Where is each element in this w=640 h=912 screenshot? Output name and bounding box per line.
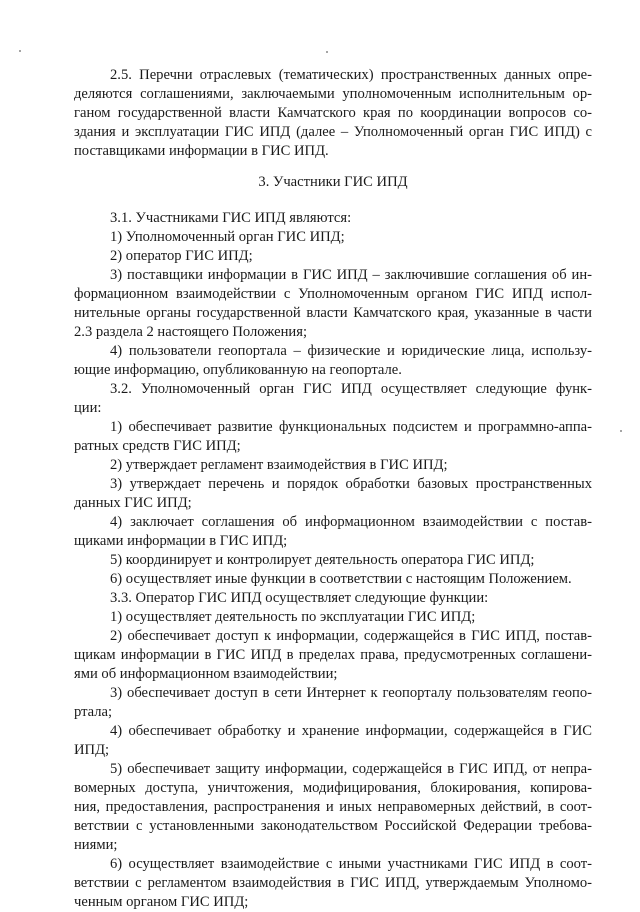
text-line: нительные органы государственной власти Камчатского края, указанные в части — [74, 305, 592, 321]
text-line: формационном взаимодействии с Уполномоченным органом ГИС ИПД испол- — [74, 286, 592, 302]
text-line: 1) Уполномоченный орган ГИС ИПД; — [110, 229, 345, 245]
text-line: 6) осуществляет взаимодействие с иными участниками ГИС ИПД в соот- — [110, 856, 592, 872]
text-line: 3.2. Уполномоченный орган ГИС ИПД осуществляет следующие функ- — [110, 381, 592, 397]
text-line: 1) осуществляет деятельность по эксплуатации ГИС ИПД; — [110, 609, 476, 625]
text-line: ветствии с установленными законодательством Российской Федерации требова- — [74, 818, 592, 834]
text-line: 3) утверждает перечень и порядок обработки базовых пространственных — [110, 476, 592, 492]
text-line: 5) координирует и контролирует деятельность оператора ГИС ИПД; — [110, 552, 535, 568]
text-line: ганом государственной власти Камчатского края по координации вопросов со- — [74, 105, 592, 121]
text-line: ИПД; — [74, 742, 110, 758]
text-line: 6) осуществляет иные функции в соответствии с настоящим Положением. — [110, 571, 572, 587]
text-line: щикам информации в ГИС ИПД в пределах права, предусмотренных соглашени- — [74, 647, 592, 663]
text-line: 3) поставщики информации в ГИС ИПД – заключившие соглашения об ин- — [110, 267, 592, 283]
text-line: 4) заключает соглашения об информационном взаимодействии с постав- — [110, 514, 592, 530]
scan-speck — [326, 51, 328, 53]
text-line: 2.5. Перечни отраслевых (тематических) пространственных данных опре- — [110, 67, 592, 83]
text-line: вомерных доступа, уничтожения, модифицирования, блокирования, копирова- — [74, 780, 592, 796]
section-heading: 3. Участники ГИС ИПД — [258, 174, 408, 190]
text-line: ния, предоставления, распространения и иных неправомерных действий, в соот- — [74, 799, 592, 815]
text-line: 2) обеспечивает доступ к информации, содержащейся в ГИС ИПД, постав- — [110, 628, 592, 644]
scan-speck — [620, 430, 622, 432]
text-line: ями об информационном взаимодействии; — [74, 666, 338, 682]
text-line: ниями; — [74, 837, 118, 853]
text-line: деляются соглашениями, заключаемыми уполномоченным исполнительным ор- — [74, 86, 592, 102]
text-line: здания и эксплуатации ГИС ИПД (далее – Уполномоченный орган ГИС ИПД) с — [74, 124, 592, 140]
text-line: 2) утверждает регламент взаимодействия в ГИС ИПД; — [110, 457, 448, 473]
text-line: 3) обеспечивает доступ в сети Интернет к геопорталу пользователям геопо- — [110, 685, 592, 701]
text-line: 4) обеспечивает обработку и хранение информации, содержащейся в ГИС — [110, 723, 592, 739]
text-line: ющие информацию, опубликованную на геопортале. — [74, 362, 402, 378]
text-line: 2.3 раздела 2 настоящего Положения; — [74, 324, 308, 340]
text-line: 5) обеспечивает защиту информации, содержащейся в ГИС ИПД, от непра- — [110, 761, 592, 777]
scan-speck — [19, 50, 21, 52]
text-line: данных ГИС ИПД; — [74, 495, 192, 511]
text-line: ченным органом ГИС ИПД; — [74, 894, 249, 910]
text-line: 1) обеспечивает развитие функциональных подсистем и программно-аппа- — [110, 419, 592, 435]
text-line: поставщиками информации в ГИС ИПД. — [74, 143, 329, 159]
text-line: щиками информации в ГИС ИПД; — [74, 533, 288, 549]
text-line: ратных средств ГИС ИПД; — [74, 438, 241, 454]
text-line: 2) оператор ГИС ИПД; — [110, 248, 253, 264]
text-line: ции: — [74, 400, 102, 416]
text-line: ртала; — [74, 704, 113, 720]
text-line: 3.3. Оператор ГИС ИПД осуществляет следующие функции: — [110, 590, 489, 606]
text-line: ветствии с регламентом взаимодействия в ГИС ИПД, утверждаемым Уполномо- — [74, 875, 592, 891]
text-line: 4) пользователи геопортала – физические и юридические лица, использу- — [110, 343, 592, 359]
text-line: 3.1. Участниками ГИС ИПД являются: — [110, 210, 352, 226]
